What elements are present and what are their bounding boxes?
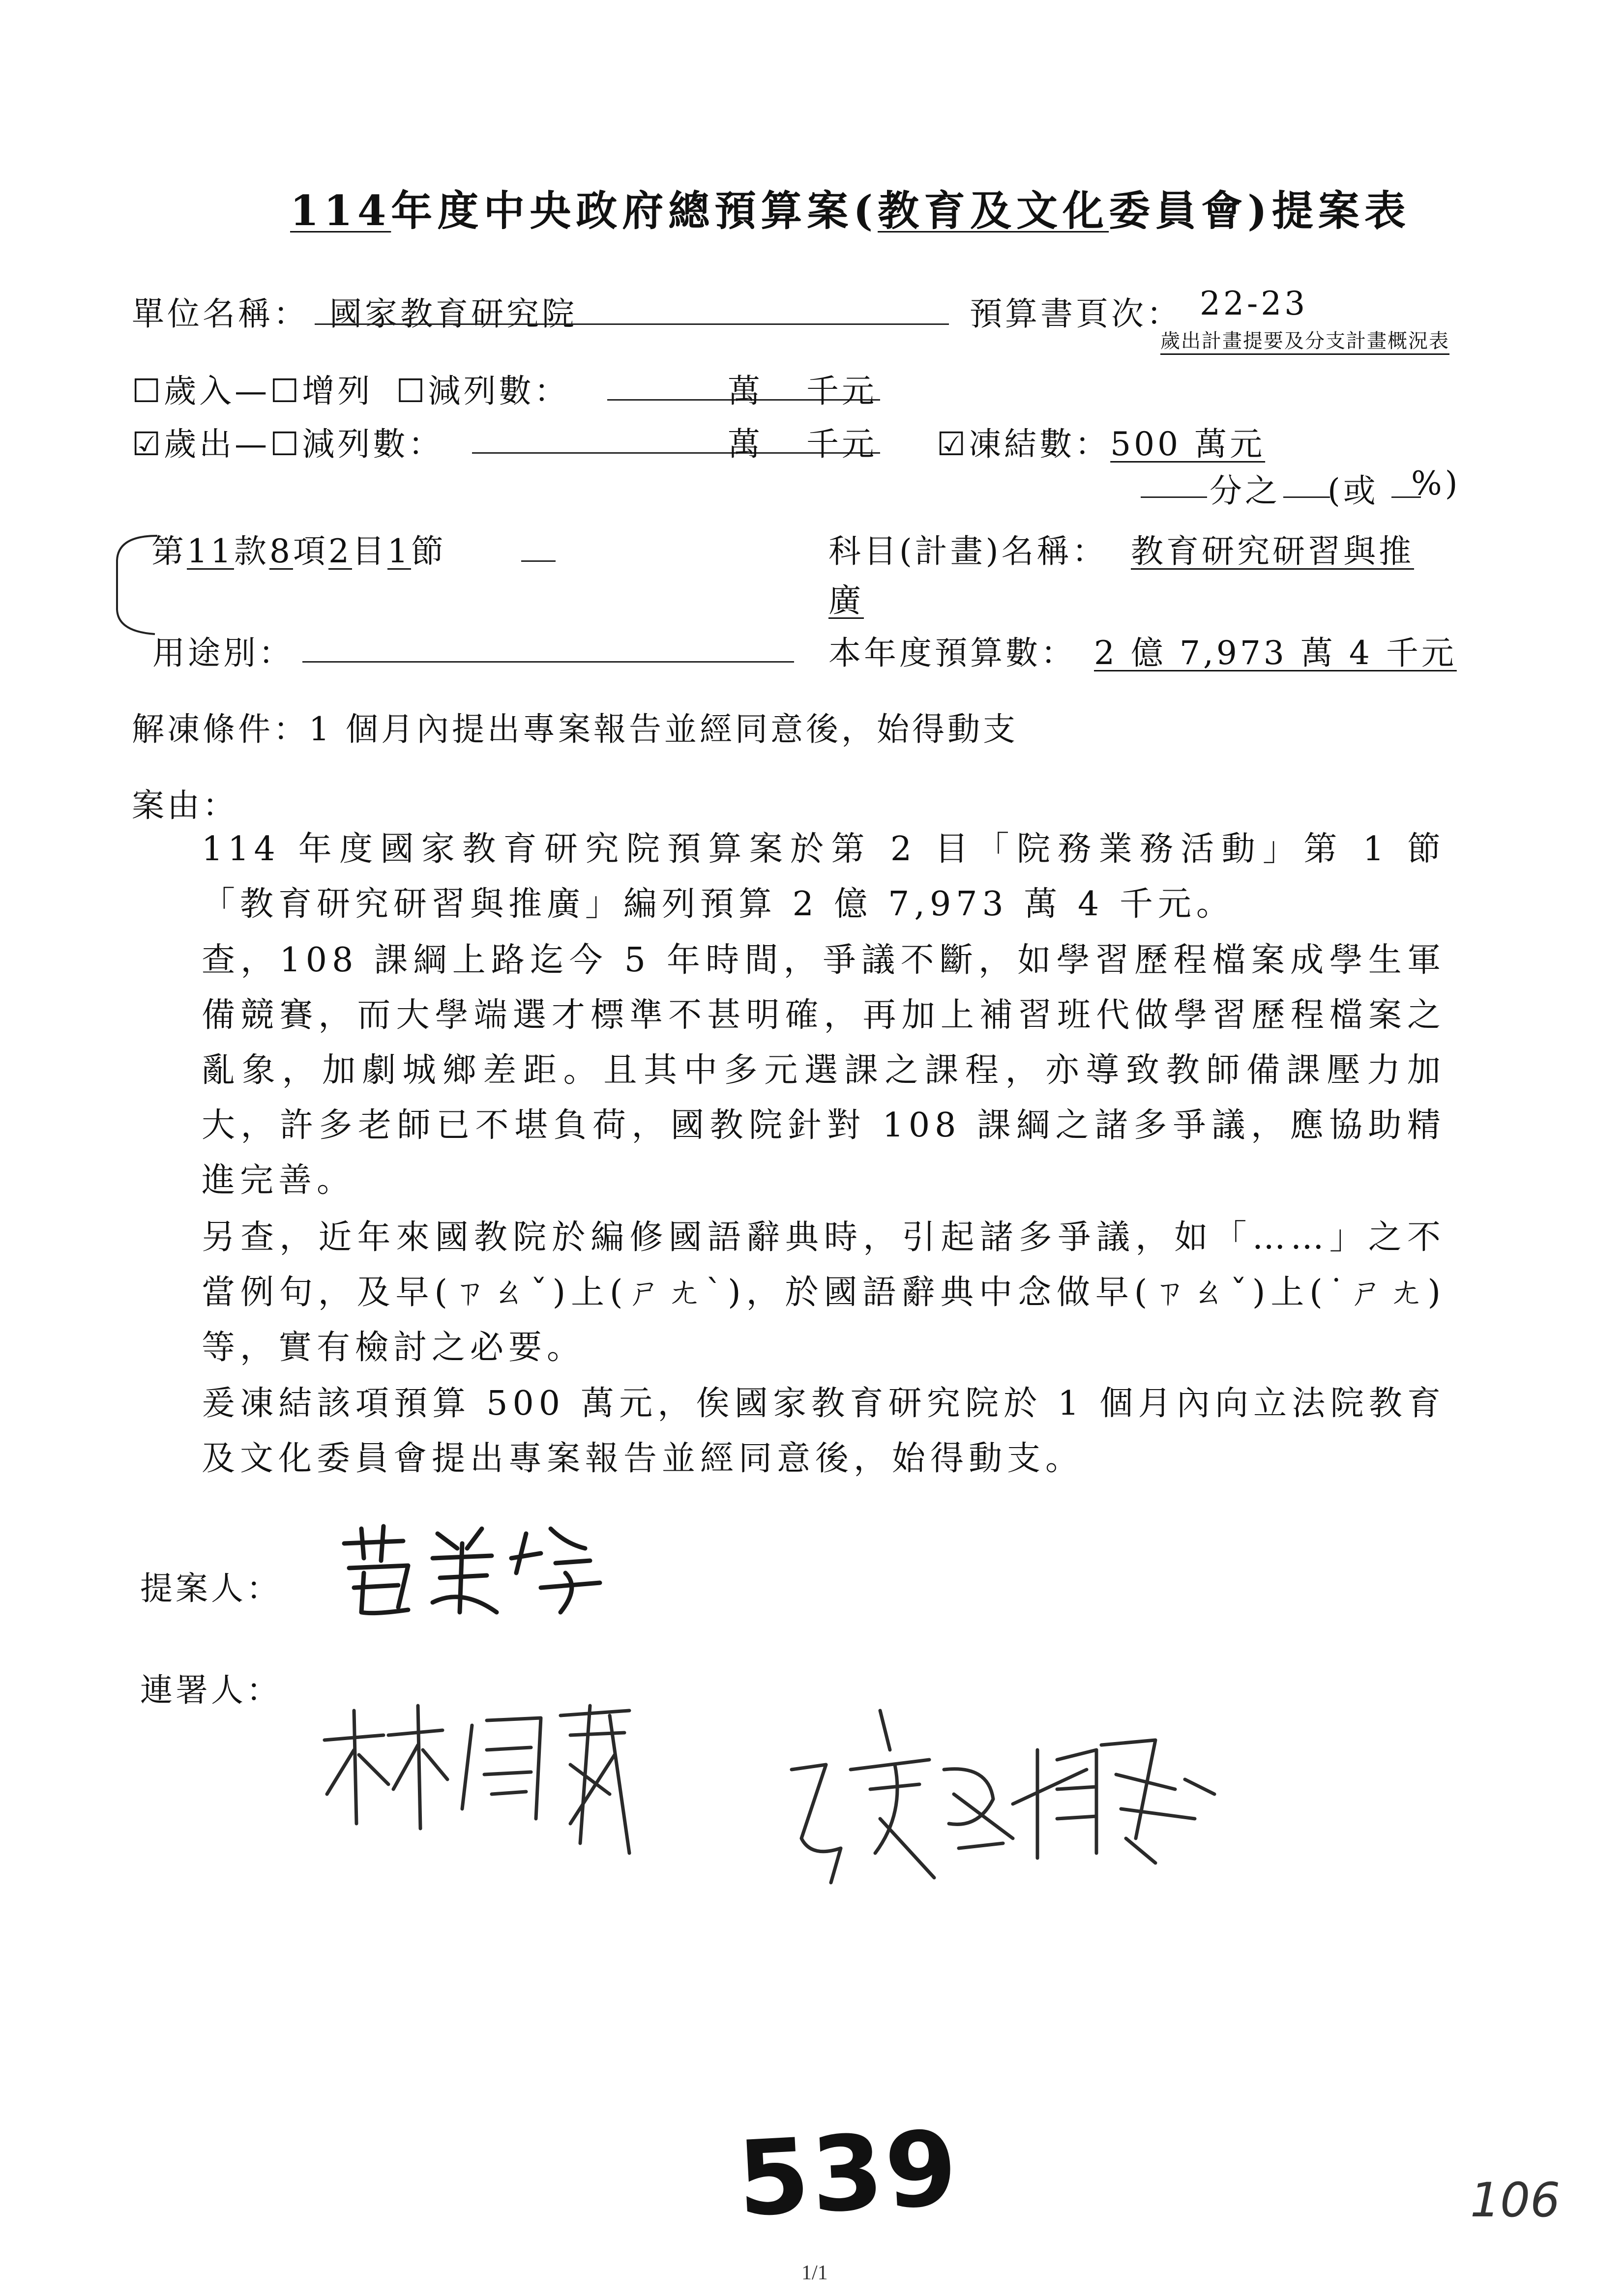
budget-item-code (151, 525, 446, 572)
revenue-row (132, 365, 570, 411)
expenditure-decrease-label: 減列數： (302, 425, 444, 463)
unfreeze-value: 1 個月內提出專案報告並經同意後，始得動支 (309, 710, 1018, 748)
expenditure-decrease-checkbox[interactable]: ☐ (270, 425, 302, 463)
fraction-percent: %) (1411, 465, 1461, 502)
subject-value-line2: 廣 (828, 581, 864, 619)
reason-paragraph-4: 爰凍結該項預算 500 萬元，俟國家教育研究院於 1 個月內向立法院教育及文化委員會提出專案報告並經同意後，始得動支。 (202, 1384, 1446, 1478)
code-xiang-num: 8 (269, 532, 293, 570)
code-mu-num: 2 (328, 532, 352, 570)
page-note: 歲出計畫提要及分支計畫概況表 (1160, 330, 1449, 352)
revenue-qian: 千元 (806, 372, 877, 410)
code-xiang: 項 (293, 532, 328, 570)
usage-underline (302, 661, 794, 663)
freeze-label: 凍結數： (969, 425, 1111, 463)
expenditure-row (132, 418, 443, 465)
fraction-fenzhi: 分之 (1210, 472, 1280, 510)
unfreeze-condition (132, 703, 1018, 750)
page-label: 預算書頁次： (970, 295, 1182, 333)
expenditure-label: 歲出— (164, 425, 270, 463)
increase-checkbox[interactable]: ☐ (270, 372, 302, 410)
document-title (290, 178, 1411, 237)
revenue-label: 歲入— (164, 372, 270, 410)
code-trailing-blank (521, 560, 556, 562)
revenue-checkbox[interactable]: ☐ (132, 372, 164, 410)
revenue-decrease-label: 減列數： (428, 372, 570, 410)
revenue-wan: 萬 (728, 372, 763, 410)
expenditure-checkbox[interactable]: ☑ (132, 425, 164, 463)
proposer-signature (334, 1514, 610, 1624)
unit-underline (315, 323, 949, 325)
reason-paragraph-3: 另查，近年來國教院於編修國語辭典時，引起諸多爭議，如「……」之不當例句，及早(ㄗㄠˇ)上(ㄕㄤˋ)，於國語辭典中念做早(ㄗㄠˇ)上(˙ㄕㄤ)等，實有檢討之必要。 (202, 1218, 1446, 1367)
cosigners-label: 連署人： (140, 1671, 282, 1709)
unfreeze-label: 解凍條件： (132, 710, 309, 748)
subject-value-line1: 教育研究研習與推 (1131, 532, 1414, 570)
cosigner-signature-2 (782, 1691, 1224, 1894)
reason-label: 案由： (132, 786, 238, 824)
page-indicator: 1/1 (801, 2262, 828, 2284)
title-suffix: 委員會)提案表 (1109, 186, 1411, 235)
title-year: 114 (290, 186, 391, 235)
expenditure-wan: 萬 (728, 425, 763, 463)
fraction-blank-1 (1141, 496, 1207, 498)
cosigner-signature-1 (315, 1696, 639, 1860)
stamp-number: 539 (734, 2108, 962, 2240)
proposer-label: 提案人： (140, 1569, 282, 1607)
unit-label: 單位名稱： (132, 295, 309, 333)
freeze-group (937, 418, 1265, 465)
increase-label: 增列 (302, 372, 373, 410)
usage-label: 用途別： (152, 634, 294, 672)
title-prefix: 年度中央政府總預算案( (391, 186, 878, 235)
page-value: 22-23 (1200, 285, 1308, 322)
code-jie: 節 (411, 532, 446, 570)
fraction-huo: (或 (1328, 472, 1379, 510)
freeze-checkbox[interactable]: ☑ (937, 425, 969, 463)
title-committee: 教育及文化 (878, 186, 1109, 235)
unit-value: 國家教育研究院 (329, 295, 577, 333)
freeze-value: 500 萬元 (1110, 425, 1266, 463)
revenue-decrease-checkbox[interactable]: ☐ (396, 372, 428, 410)
amount-label: 本年度預算數： (828, 634, 1076, 672)
expenditure-qian: 千元 (806, 425, 877, 463)
amount-value: 2 億 7,973 萬 4 千元 (1094, 634, 1457, 672)
code-kuan: 款 (234, 532, 269, 570)
code-di: 第 (151, 532, 187, 570)
code-mu: 目 (352, 532, 387, 570)
code-jie-num: 1 (387, 532, 411, 570)
fraction-blank-2 (1283, 496, 1330, 498)
reason-paragraph-1: 114 年度國家教育研究院預算案於第 2 目「院務業務活動」第 1 節「教育研究研習與推廣」編列預算 2 億 7,973 萬 4 千元。 (202, 830, 1446, 924)
reason-paragraph-2: 查，108 課綱上路迄今 5 年時間，爭議不斷，如學習歷程檔案成學生軍備競賽，而大學端選才標準不甚明確，再加上補習班代做學習歷程檔案之亂象，加劇城鄉差距。且其中多元選課之課程，亦導致教師備課壓力加大，許多老師已不堪負荷，國教院針對 108 課綱之諸多爭議，應協助精進完善。 (202, 941, 1446, 1200)
handwritten-page-number: 106 (1470, 2173, 1561, 2228)
code-kuan-num: 11 (187, 532, 234, 570)
subject-label: 科目(計畫)名稱： (828, 532, 1108, 570)
